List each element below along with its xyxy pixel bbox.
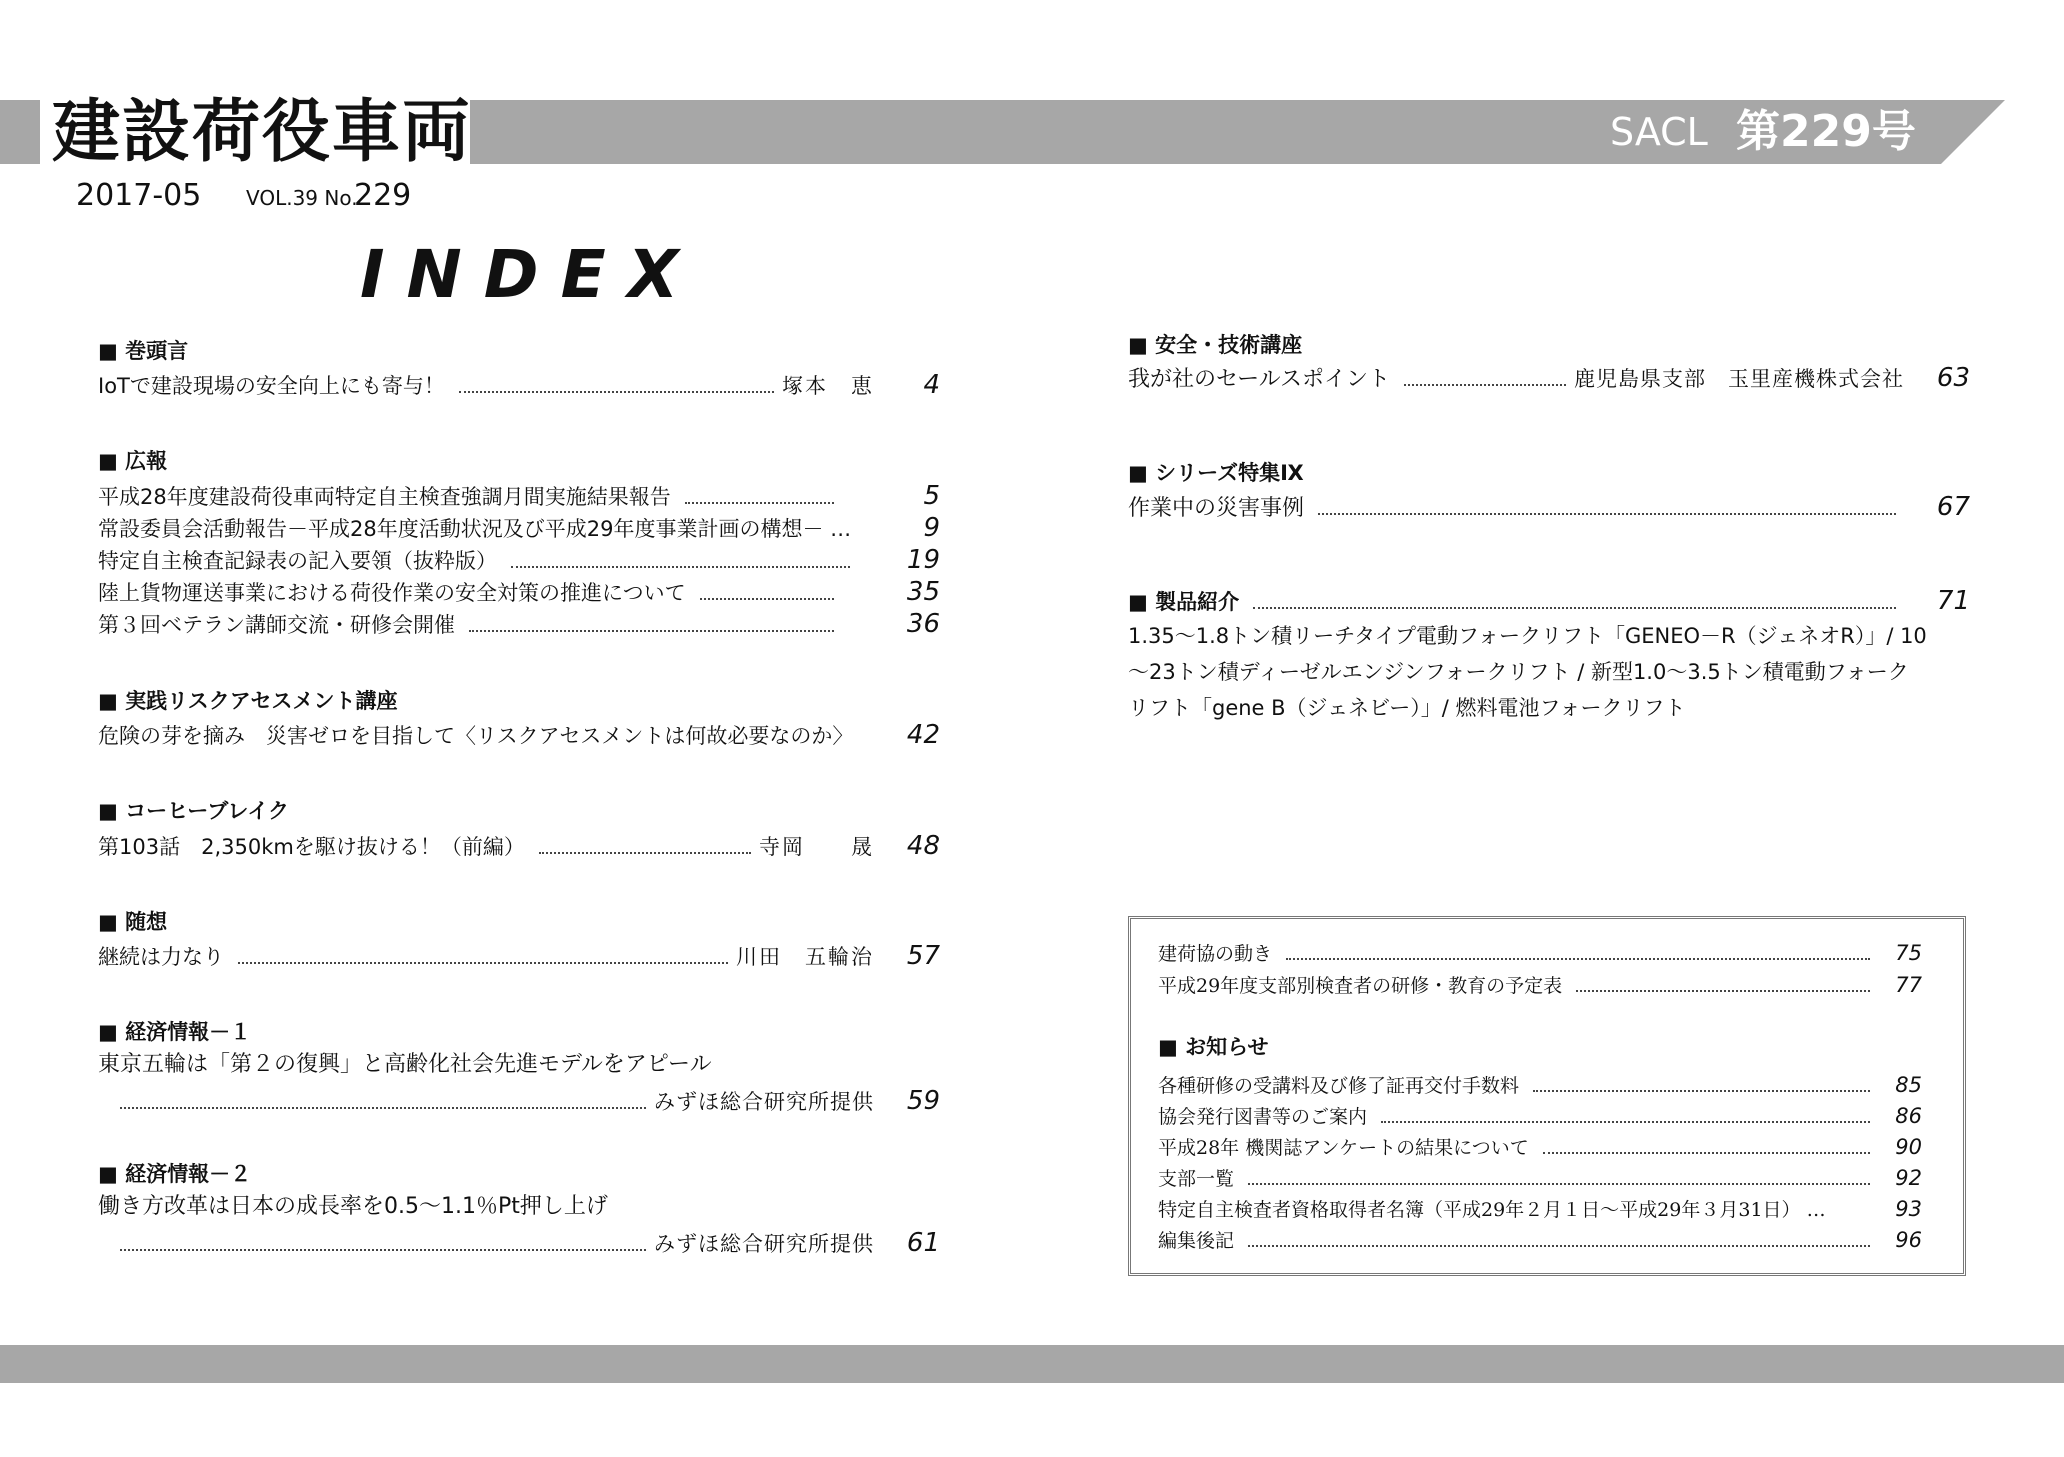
entry-title: 危険の芽を摘み 災害ゼロを目指して〈リスクアセスメントは何故必要なのか〉 bbox=[98, 724, 854, 748]
page-number: 85 bbox=[1895, 1073, 1922, 1097]
page-number: 90 bbox=[1895, 1135, 1922, 1159]
toc-entry[interactable] bbox=[120, 1086, 940, 1117]
toc-entry[interactable] bbox=[98, 545, 940, 576]
entry-author: みずほ総合研究所提供 bbox=[654, 1232, 874, 1256]
entry-title: 常設委員会活動報告－平成28年度活動状況及び平成29年度事業計画の構想－ … bbox=[98, 517, 852, 541]
section-title: ■ お知らせ bbox=[1158, 1035, 1269, 1059]
leader-dots bbox=[120, 1249, 646, 1251]
page-number: 36 bbox=[906, 609, 940, 639]
leader-dots bbox=[120, 1107, 646, 1109]
leader-dots bbox=[539, 852, 751, 854]
entry-author: 塚本 恵 bbox=[782, 374, 874, 398]
toc-entry[interactable] bbox=[98, 513, 940, 544]
entry-title: 平成29年度支部別検査者の研修・教育の予定表 bbox=[1158, 975, 1563, 997]
toc-entry[interactable] bbox=[1128, 363, 1970, 395]
entry-title: 特定自主検査記録表の記入要領（抜粋版） bbox=[98, 549, 497, 573]
leader-dots bbox=[1248, 1245, 1870, 1247]
entry-title: IoTで建設現場の安全向上にも寄与！ bbox=[98, 374, 445, 398]
product-list-line: リフト「gene B（ジェネビー）」/ 燃料電池フォークリフト bbox=[1128, 696, 1686, 720]
leader-dots bbox=[1543, 1152, 1870, 1154]
entry-title: 協会発行図書等のご案内 bbox=[1158, 1106, 1368, 1128]
leader-dots bbox=[459, 391, 774, 393]
page-number: 71 bbox=[1936, 586, 1970, 616]
entry-title: 平成28年 機関誌アンケートの結果について bbox=[1158, 1137, 1529, 1159]
publisher-abbr: SACL bbox=[1610, 110, 1708, 154]
entry-title: 各種研修の受講料及び修了証再交付手数料 bbox=[1158, 1075, 1520, 1097]
section-title: ■ コーヒーブレイク bbox=[98, 799, 289, 823]
leader-dots bbox=[685, 502, 834, 504]
box-entry[interactable] bbox=[1158, 1225, 1922, 1256]
box-entry[interactable] bbox=[1158, 1101, 1922, 1132]
toc-entry[interactable] bbox=[98, 577, 940, 608]
box-entry[interactable] bbox=[1158, 1163, 1922, 1194]
leader-dots bbox=[700, 598, 834, 600]
section-title: ■ 経済情報－２ bbox=[98, 1162, 252, 1186]
leader-dots bbox=[1286, 958, 1870, 960]
page-number: 92 bbox=[1895, 1166, 1922, 1190]
entry-author: みずほ総合研究所提供 bbox=[654, 1090, 874, 1114]
page-number: 63 bbox=[1936, 363, 1970, 393]
entry-title: 作業中の災害事例 bbox=[1128, 496, 1305, 521]
page-number: 57 bbox=[906, 941, 940, 971]
footer-band bbox=[0, 1345, 2064, 1383]
entry-title: 陸上貨物運送事業における荷役作業の安全対策の推進について bbox=[98, 581, 686, 605]
leader-dots bbox=[238, 962, 728, 964]
section-title: ■ 随想 bbox=[98, 910, 168, 934]
volume-number: 229 bbox=[354, 178, 412, 213]
box-entry[interactable] bbox=[1158, 1070, 1922, 1101]
entry-title: 我が社のセールスポイント bbox=[1128, 367, 1391, 392]
entry-title: 支部一覧 bbox=[1158, 1168, 1235, 1190]
section-title: ■ シリーズ特集Ⅸ bbox=[1128, 461, 1304, 485]
toc-entry[interactable] bbox=[98, 831, 940, 862]
issue-date: 2017-05 bbox=[76, 178, 202, 213]
entry-title[interactable]: 東京五輪は「第２の復興」と高齢化社会先進モデルをアピール bbox=[98, 1052, 712, 1077]
page-number: 4 bbox=[923, 370, 940, 400]
leader-dots bbox=[1404, 384, 1566, 386]
entry-author: 鹿児島県支部 玉里産機株式会社 bbox=[1574, 367, 1904, 391]
index-heading: INDEX bbox=[360, 236, 701, 313]
entry-author: 川田 五輪治 bbox=[736, 945, 874, 969]
section-title: ■ 安全・技術講座 bbox=[1128, 333, 1303, 357]
leader-dots bbox=[1318, 513, 1896, 515]
entry-title: 編集後記 bbox=[1158, 1230, 1235, 1252]
entry-title: 建荷協の動き bbox=[1158, 943, 1273, 965]
leader-dots bbox=[1576, 990, 1870, 992]
entry-title: 継続は力なり bbox=[98, 945, 224, 969]
section-title: ■ 製品紹介 bbox=[1128, 590, 1240, 614]
page-number: 86 bbox=[1895, 1104, 1922, 1128]
page-number: 93 bbox=[1895, 1197, 1922, 1221]
page-number: 35 bbox=[906, 577, 940, 607]
magazine-title: 建設荷役車両 bbox=[52, 93, 473, 172]
toc-entry[interactable] bbox=[120, 1228, 940, 1259]
page-number: 42 bbox=[906, 720, 940, 750]
entry-title[interactable]: 働き方改革は日本の成長率を0.5～1.1％Pt押し上げ bbox=[98, 1194, 608, 1219]
toc-entry[interactable] bbox=[98, 481, 940, 512]
page-number: 61 bbox=[906, 1228, 940, 1258]
entry-title: 平成28年度建設荷役車両特定自主検査強調月間実施結果報告 bbox=[98, 485, 671, 509]
box-entry[interactable] bbox=[1158, 970, 1922, 1001]
page-number: 5 bbox=[923, 481, 940, 511]
entry-title: 特定自主検査者資格取得者名簿（平成29年２月１日～平成29年３月31日） … bbox=[1158, 1199, 1826, 1221]
issue-number: 第229号 bbox=[1736, 106, 1916, 157]
leader-dots bbox=[469, 630, 834, 632]
page-number: 77 bbox=[1895, 973, 1922, 997]
leader-dots bbox=[1381, 1121, 1870, 1123]
toc-entry[interactable] bbox=[1128, 586, 1970, 617]
leader-dots bbox=[511, 566, 850, 568]
page-number: 48 bbox=[906, 831, 940, 861]
product-list-line: 1.35～1.8トン積リーチタイプ電動フォークリフト「GENEO－R（ジェネオR）」/ 10 bbox=[1128, 624, 1927, 648]
section-title: ■ 実践リスクアセスメント講座 bbox=[98, 689, 398, 713]
leader-dots bbox=[1533, 1090, 1870, 1092]
leader-dots bbox=[1253, 607, 1896, 609]
box-entry[interactable] bbox=[1158, 938, 1922, 969]
section-title: ■ 経済情報－１ bbox=[98, 1020, 252, 1044]
page-number: 59 bbox=[906, 1086, 940, 1116]
toc-entry[interactable] bbox=[98, 720, 940, 751]
toc-entry[interactable] bbox=[98, 609, 940, 640]
entry-author: 寺岡 晟 bbox=[759, 835, 874, 859]
page-number: 67 bbox=[1936, 492, 1970, 522]
box-entry[interactable] bbox=[1158, 1132, 1922, 1163]
volume-label: VOL.39 No. bbox=[246, 186, 358, 210]
entry-title: 第103話 2,350kmを駆け抜ける！（前編） bbox=[98, 835, 525, 859]
toc-entry[interactable] bbox=[98, 941, 940, 972]
page-number: 9 bbox=[923, 513, 940, 543]
box-entry[interactable] bbox=[1158, 1194, 1922, 1225]
leader-dots bbox=[1248, 1183, 1870, 1185]
toc-entry[interactable] bbox=[98, 370, 940, 401]
page-number: 96 bbox=[1895, 1228, 1922, 1252]
section-title: ■ 広報 bbox=[98, 449, 168, 473]
section-title: ■ 巻頭言 bbox=[98, 339, 189, 363]
product-list-line: ～23トン積ディーゼルエンジンフォークリフト / 新型1.0～3.5トン積電動フォーク bbox=[1128, 660, 1909, 684]
page-number: 75 bbox=[1895, 941, 1922, 965]
entry-title: 第３回ベテラン講師交流・研修会開催 bbox=[98, 613, 455, 637]
toc-entry[interactable] bbox=[1128, 492, 1970, 524]
page-number: 19 bbox=[906, 545, 940, 575]
